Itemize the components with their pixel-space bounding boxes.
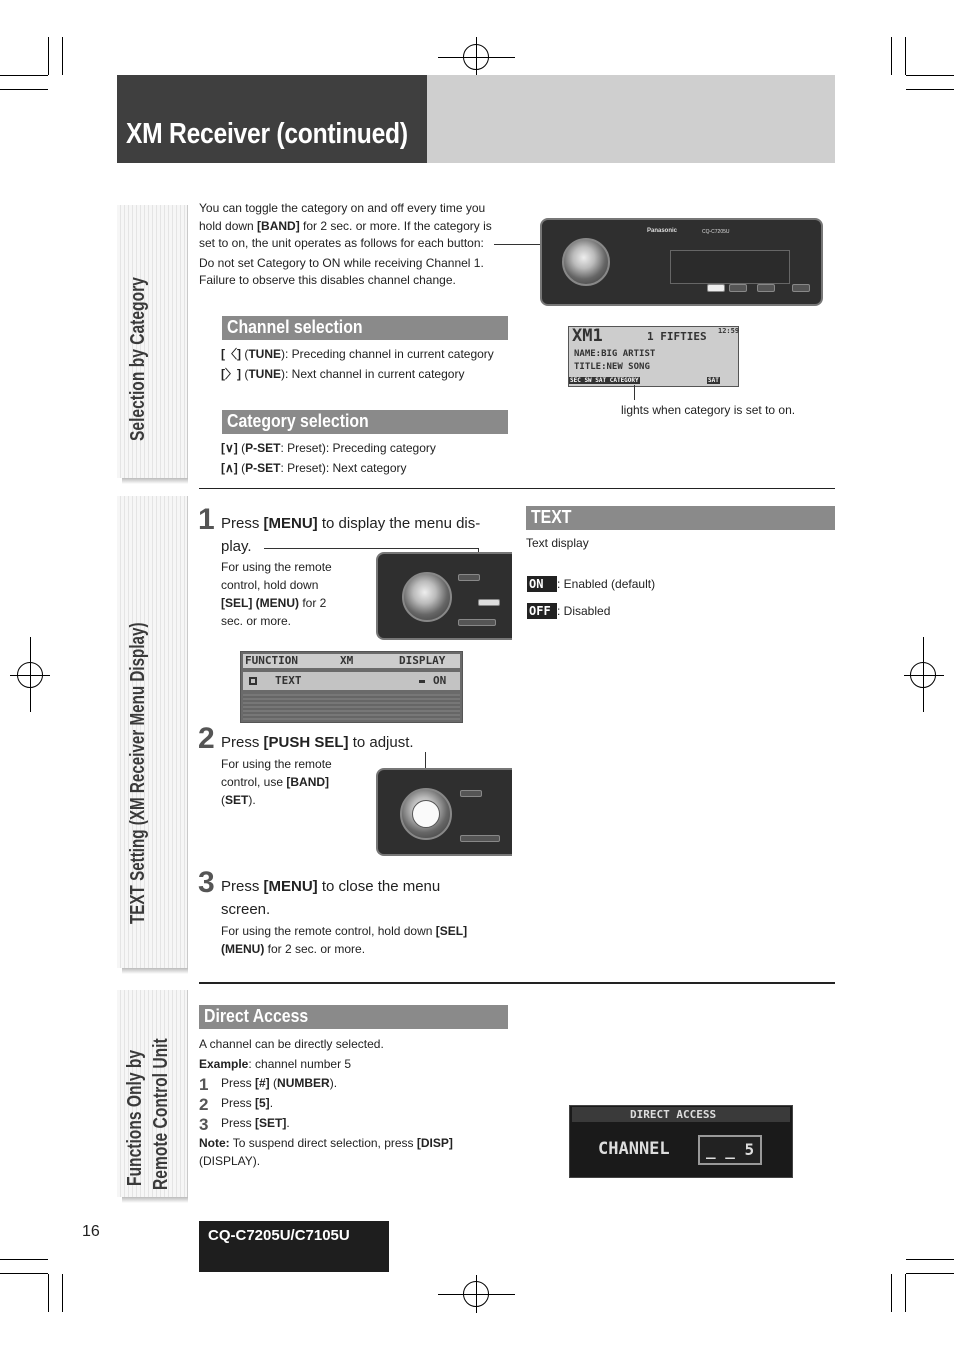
button bbox=[460, 835, 500, 842]
push-sel-button bbox=[412, 800, 440, 828]
tab-shadow bbox=[122, 1197, 188, 1203]
crop-mark bbox=[905, 37, 906, 75]
warning-line: Failure to observe this disables channel change. bbox=[199, 273, 456, 287]
lcd-channel-value: _ _ 5 bbox=[706, 1140, 755, 1159]
crop-mark bbox=[0, 1259, 48, 1260]
step-line: screen. bbox=[221, 901, 271, 918]
crop-mark bbox=[906, 1259, 954, 1260]
step-line bbox=[221, 875, 511, 898]
crop-mark bbox=[891, 1274, 892, 1312]
menu-item-text: TEXT bbox=[275, 674, 302, 687]
channel-next-line: [〉] (TUNE): Next channel in current category bbox=[221, 367, 465, 381]
crop-mark bbox=[62, 37, 63, 75]
heading-label: Category selection bbox=[227, 411, 369, 431]
function-menu-lcd bbox=[240, 651, 463, 723]
set-key: [SET] bbox=[255, 1116, 287, 1130]
button bbox=[458, 619, 496, 626]
sel-key: [SEL] bbox=[435, 924, 468, 938]
page-title: XM Receiver (continued) bbox=[126, 118, 408, 150]
note-line bbox=[221, 940, 511, 958]
crop-mark bbox=[906, 1273, 954, 1274]
text: P-SET bbox=[245, 441, 281, 455]
category-prev-line: [∨] (P-SET: Preset): Preceding category bbox=[221, 441, 436, 455]
tab-selection-by-category bbox=[117, 205, 188, 478]
text: Press bbox=[221, 1096, 256, 1110]
text: TUNE bbox=[248, 367, 282, 381]
indicator-note: lights when category is set to on. bbox=[621, 403, 796, 417]
step-number: 2 bbox=[199, 1095, 209, 1114]
heading-label: TEXT bbox=[531, 507, 572, 527]
crop-mark bbox=[0, 75, 48, 76]
text: ). bbox=[329, 1076, 338, 1090]
category-selection-heading bbox=[222, 410, 508, 434]
crop-mark bbox=[906, 89, 954, 90]
text: for 2 sec. or more. bbox=[264, 942, 366, 956]
note-line bbox=[221, 594, 371, 612]
channel-selection-heading bbox=[222, 316, 508, 340]
note-line bbox=[221, 922, 511, 940]
text: Press bbox=[221, 878, 264, 895]
menu-key: (MENU) bbox=[221, 942, 265, 956]
step1-remote-note bbox=[221, 558, 371, 630]
model-label: CQ-C7205U bbox=[702, 229, 730, 235]
text: For using the remote control, hold down bbox=[221, 924, 436, 938]
lcd-title: TITLE:NEW SONG bbox=[574, 362, 650, 372]
volume-knob bbox=[402, 572, 452, 622]
band-key: [BAND] bbox=[286, 775, 330, 789]
on-indicator: ON bbox=[527, 576, 557, 592]
text: ( bbox=[221, 793, 225, 807]
tab-shadow bbox=[122, 968, 188, 974]
step-number: 2 bbox=[198, 722, 215, 755]
sel-menu-key: [SEL] (MENU) bbox=[221, 596, 299, 610]
crop-mark bbox=[48, 37, 49, 75]
note-line bbox=[221, 791, 371, 809]
note-line: For using the remote bbox=[221, 757, 332, 771]
tune-left-key: [〈] bbox=[221, 347, 241, 361]
text: control, use bbox=[221, 775, 287, 789]
crop-mark bbox=[62, 1274, 63, 1312]
menu-title-function: FUNCTION bbox=[245, 654, 298, 667]
text: : Preset): Next category bbox=[280, 461, 407, 475]
model-label: CQ-C7205U/C7105U bbox=[208, 1227, 350, 1244]
crop-mark bbox=[906, 75, 954, 76]
menu-title-display: DISPLAY bbox=[399, 654, 446, 667]
text: Press bbox=[221, 1076, 256, 1090]
direct-step1 bbox=[221, 1075, 337, 1093]
tab-shadow bbox=[122, 478, 188, 484]
note-label: Note: bbox=[199, 1136, 230, 1150]
lcd-channel-label: CHANNEL bbox=[598, 1139, 670, 1159]
display-window bbox=[670, 250, 790, 284]
tab-label: TEXT Setting (XM Receiver Menu Display) bbox=[127, 622, 149, 924]
direct-intro: A channel can be directly selected. bbox=[199, 1037, 384, 1051]
step2-instruction bbox=[221, 731, 414, 754]
channel-prev-line: [〈] (TUNE): Preceding channel in current category bbox=[221, 347, 494, 361]
tune-right-key: [〉] bbox=[221, 367, 241, 381]
menu-key: [MENU] bbox=[263, 515, 318, 532]
intro-line: set to on, the unit operates as follows for each button: bbox=[199, 236, 484, 250]
push-sel-key: [PUSH SEL] bbox=[263, 734, 349, 751]
registration-mark bbox=[923, 637, 924, 712]
pset-down-key: [∨] bbox=[221, 441, 238, 455]
note-line bbox=[221, 773, 371, 791]
hash-key: [#] bbox=[255, 1076, 270, 1090]
category-intro bbox=[199, 200, 509, 290]
heading-label: Channel selection bbox=[227, 317, 363, 337]
disp-key: [DISP] bbox=[416, 1136, 453, 1150]
note-line: (DISPLAY). bbox=[199, 1153, 261, 1168]
set-key: SET bbox=[225, 793, 249, 807]
note-line: For using the remote bbox=[221, 560, 332, 574]
brand-logo: Panasonic bbox=[647, 228, 678, 234]
text: Press bbox=[221, 734, 264, 751]
text: to adjust. bbox=[348, 734, 414, 751]
model-badge bbox=[199, 1221, 389, 1272]
text: hold down bbox=[199, 218, 258, 233]
text: To suspend direct selection, press bbox=[229, 1136, 417, 1150]
number-key: NUMBER bbox=[277, 1076, 330, 1090]
text: : Preset): Preceding category bbox=[280, 441, 436, 455]
tab-label: Selection by Category bbox=[127, 277, 149, 441]
text: : Disabled bbox=[557, 604, 611, 618]
tab-label: Remote Control Unit bbox=[150, 1038, 172, 1190]
head-unit-image bbox=[540, 218, 823, 306]
step-number: 1 bbox=[199, 1075, 209, 1094]
direct-step2 bbox=[221, 1095, 273, 1113]
page-number: 16 bbox=[82, 1223, 100, 1240]
option-on bbox=[527, 576, 655, 594]
leader-line bbox=[264, 548, 478, 549]
lcd-category-indicator: SEC SW SAT CATEGORY bbox=[570, 377, 639, 384]
text: to close the menu bbox=[317, 878, 441, 895]
step-number: 3 bbox=[199, 1115, 209, 1134]
crop-mark bbox=[905, 1274, 906, 1312]
option-off bbox=[527, 603, 610, 621]
registration-mark bbox=[476, 37, 477, 75]
lcd-artist: NAME:BIG ARTIST bbox=[574, 349, 656, 359]
text: ): Next channel in current category bbox=[281, 367, 465, 381]
text: ( bbox=[269, 1076, 278, 1090]
step-line bbox=[221, 512, 511, 535]
text-option-heading bbox=[526, 506, 835, 530]
lcd-title: DIRECT ACCESS bbox=[630, 1108, 717, 1121]
text: TUNE bbox=[248, 347, 282, 361]
band-key: [BAND] bbox=[257, 218, 300, 233]
band-button bbox=[707, 284, 725, 292]
lcd-sat-indicator: SAT bbox=[708, 377, 719, 384]
menu-title-xm: XM bbox=[340, 654, 354, 667]
head-unit-menu-image bbox=[376, 552, 512, 640]
step3-instruction bbox=[221, 875, 511, 921]
text: to display the menu dis- bbox=[317, 515, 481, 532]
direct-access-heading bbox=[199, 1005, 508, 1029]
text: ). bbox=[248, 793, 256, 807]
direct-note bbox=[199, 1135, 499, 1170]
menu-empty-area bbox=[243, 694, 460, 720]
step2-remote-note bbox=[221, 755, 371, 809]
tab-text-setting bbox=[117, 496, 188, 968]
note-line bbox=[199, 1135, 499, 1153]
button bbox=[458, 574, 480, 581]
lcd-band: XM1 bbox=[572, 326, 603, 346]
step3-remote-note bbox=[221, 922, 511, 958]
text: Press bbox=[221, 515, 264, 532]
text: Press bbox=[221, 1116, 256, 1130]
note-line: control, hold down bbox=[221, 578, 319, 592]
text-display-caption: Text display bbox=[526, 536, 589, 550]
checkbox-icon bbox=[249, 677, 257, 685]
category-next-line: [∧] (P-SET: Preset): Next category bbox=[221, 461, 407, 475]
direct-example bbox=[199, 1056, 351, 1074]
direct-step3 bbox=[221, 1115, 290, 1133]
text: P-SET bbox=[245, 461, 281, 475]
text: : channel number 5 bbox=[248, 1057, 352, 1071]
lcd-category: 1 FIFTIES bbox=[647, 330, 707, 343]
head-unit-push-sel-image bbox=[376, 768, 512, 856]
leader-line bbox=[634, 385, 635, 400]
crop-mark bbox=[48, 1274, 49, 1312]
registration-mark bbox=[476, 1275, 477, 1313]
button bbox=[460, 790, 482, 797]
section-divider bbox=[199, 982, 835, 984]
crop-mark bbox=[0, 89, 48, 90]
section-divider bbox=[199, 488, 835, 489]
registration-mark bbox=[904, 675, 944, 676]
crop-mark bbox=[891, 37, 892, 75]
text: for 2 bbox=[299, 596, 327, 610]
text: . bbox=[269, 1096, 274, 1110]
intro-line: You can toggle the category on and off every time you bbox=[199, 201, 486, 215]
example-label: Example bbox=[199, 1057, 249, 1071]
intro-line bbox=[199, 218, 509, 236]
menu-button bbox=[478, 599, 500, 606]
tab-functions-remote bbox=[117, 990, 188, 1197]
dash-icon bbox=[419, 680, 425, 683]
text: : Enabled (default) bbox=[557, 577, 656, 591]
step-number: 3 bbox=[198, 866, 215, 899]
direct-access-lcd bbox=[569, 1105, 793, 1178]
warning-line: Do not set Category to ON while receiving Channel 1. bbox=[199, 255, 484, 270]
pset-up-key: [∧] bbox=[221, 461, 238, 475]
text: ): Preceding channel in current category bbox=[281, 347, 494, 361]
menu-key: [MENU] bbox=[263, 878, 318, 895]
step-number: 1 bbox=[198, 503, 215, 536]
heading-label: Direct Access bbox=[204, 1006, 309, 1026]
menu-item-value: ON bbox=[433, 674, 447, 687]
step-line: play. bbox=[221, 538, 252, 555]
tab-label: Functions Only by bbox=[124, 1049, 146, 1186]
crop-mark bbox=[0, 1273, 48, 1274]
five-key: [5] bbox=[255, 1096, 270, 1110]
text: . bbox=[286, 1116, 290, 1130]
volume-knob bbox=[562, 238, 610, 286]
category-lcd bbox=[568, 326, 739, 387]
button bbox=[729, 284, 747, 292]
registration-mark bbox=[30, 637, 31, 712]
button bbox=[757, 284, 775, 292]
note-line: sec. or more. bbox=[221, 614, 292, 628]
button bbox=[792, 284, 810, 292]
header-bar-light bbox=[427, 75, 835, 163]
off-indicator: OFF bbox=[527, 603, 557, 619]
text: for 2 sec. or more. If the category is bbox=[299, 218, 492, 233]
lcd-clock: 12:59 bbox=[718, 327, 740, 335]
